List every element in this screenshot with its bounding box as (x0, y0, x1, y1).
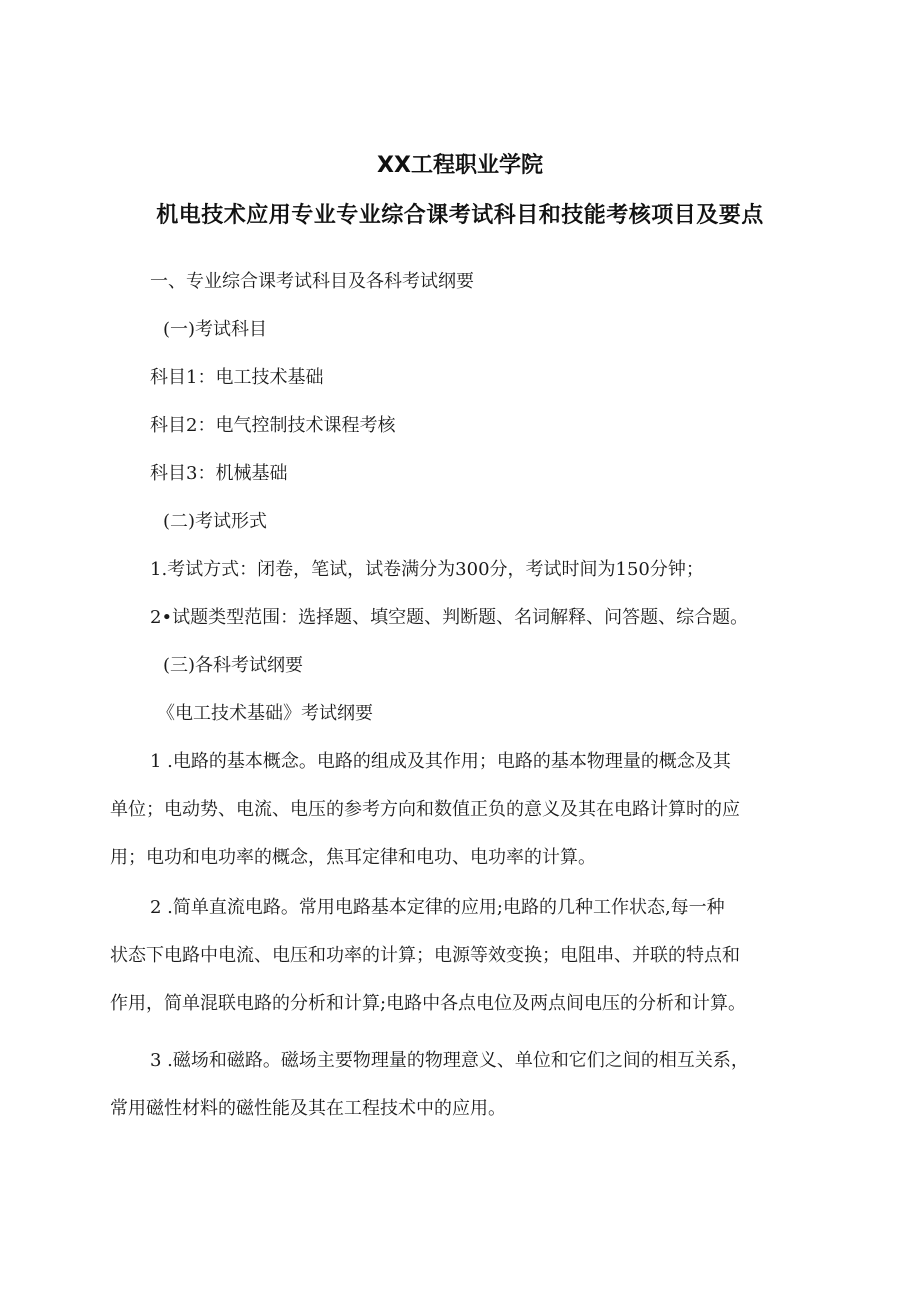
institution-title: XX工程职业学院 (377, 153, 543, 178)
course-title: 《电工技术基础》考试纲要 (157, 703, 373, 724)
subject-item: 科目1：电工技术基础 (150, 367, 324, 388)
outline-point-line: 3 .磁场和磁路。磁场主要物理量的物理意义、单位和它们之间的相互关系， (150, 1050, 749, 1071)
outline-point-line: 用；电功和电功率的概念，焦耳定律和电功、电功率的计算。 (110, 847, 596, 868)
outline-point-line: 常用磁性材料的磁性能及其在工程技术中的应用。 (110, 1098, 506, 1119)
outline-point-line: 2 .简单直流电路。常用电路基本定律的应用;电路的几种工作状态,每一种 (150, 897, 725, 918)
subject-item: 科目2：电气控制技术课程考核 (150, 415, 396, 436)
subsection-heading-subjects: (一)考试科目 (163, 319, 268, 340)
subsection-heading-format: (二)考试形式 (163, 511, 268, 532)
document-title: 机电技术应用专业专业综合课考试科目和技能考核项目及要点 (156, 203, 764, 228)
outline-point-line: 作用，简单混联电路的分析和计算;电路中各点电位及两点间电压的分析和计算。 (110, 993, 747, 1014)
format-item: 1.考试方式：闭卷，笔试，试卷满分为300分，考试时间为150分钟； (150, 559, 704, 580)
section-heading: 一、专业综合课考试科目及各科考试纲要 (150, 271, 474, 292)
outline-point-line: 单位；电动势、电流、电压的参考方向和数值正负的意义及其在电路计算时的应 (110, 799, 740, 820)
subsection-heading-outline: (三)各科考试纲要 (163, 655, 304, 676)
subject-item: 科目3：机械基础 (150, 463, 288, 484)
format-item: 2•试题类型范围：选择题、填空题、判断题、名词解释、问答题、综合题。 (150, 607, 749, 628)
outline-point-line: 状态下电路中电流、电压和功率的计算；电源等效变换；电阻串、并联的特点和 (110, 945, 740, 966)
outline-point-line: 1 .电路的基本概念。电路的组成及其作用；电路的基本物理量的概念及其 (150, 751, 731, 772)
